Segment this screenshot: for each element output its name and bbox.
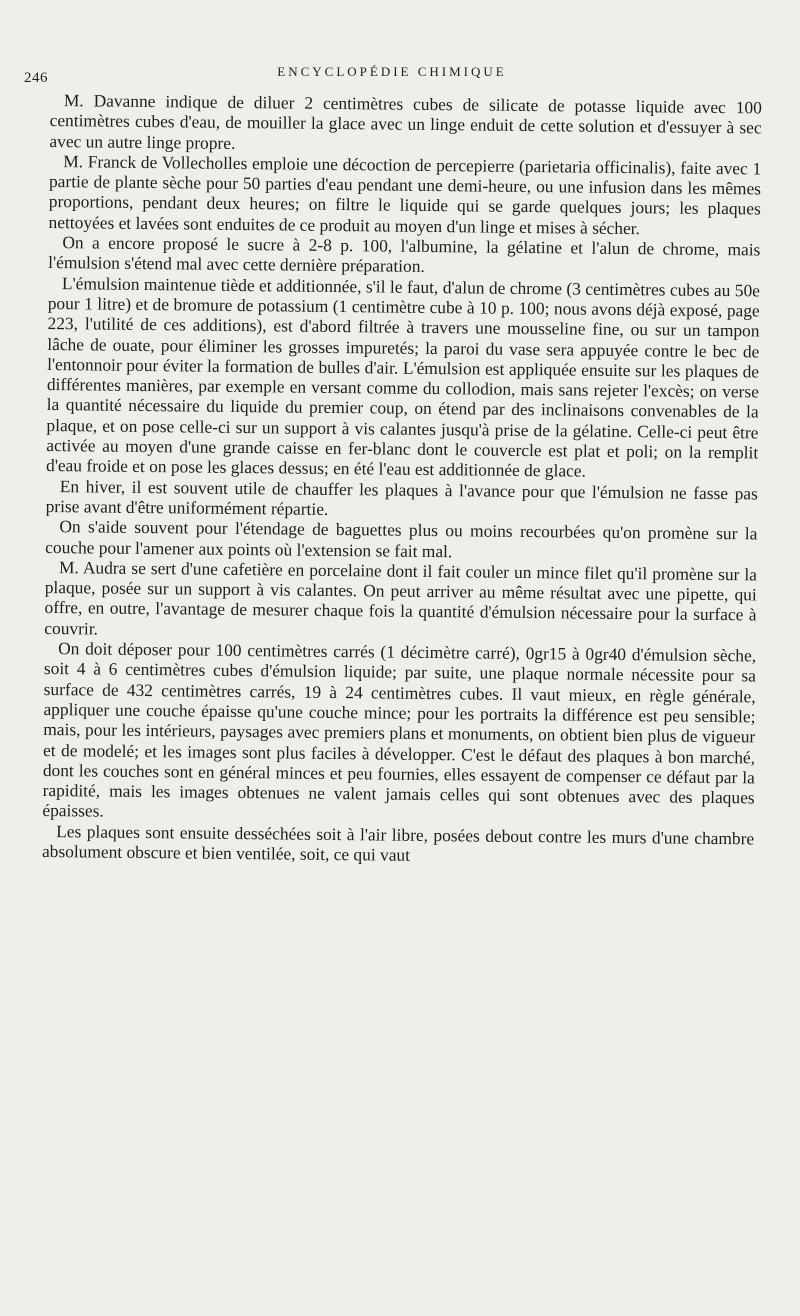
paragraph: M. Davanne indique de diluer 2 centimètres cubes de silicate de potasse liquide avec 100 centimètres cubes d'eau, de mouiller la glace avec un linge enduit de cette solution et d'essuyer à sec avec un autre linge propre. — [49, 90, 762, 153]
paragraph: L'émulsion maintenue tiède et additionnée, s'il le faut, d'alun de chrome (3 centimètres cubes au 50e pour 1 litre) et de bromure de potassium (1 centimètre cube à 10 p. 100; nous avons déjà exposé, page 223, l'utilité de ces additions), est d'abord filtrée à travers une mousseline fine, ou sur un tampon lâche de ouate, pour éliminer les grosses impuretés; la paroi du vase sera appuyée contre le bec de l'entonnoir pour éviter la formation de bulles d'air. L'émulsion est appliquée ensuite sur les plaques de différentes manières, par exemple en versant comme du collodion, mais sans rejeter l'excès; on verse la quantité nécessaire du liquide du premier coup, on étend par des inclinaisons convenables de la plaque, et on pose celle-ci sur un support à vis calantes jusqu'à prise de la gélatine. Celle-ci peut être activée au moyen d'une grande caisse en fer-blanc dont le couvercle est plat et poli; on la remplit d'eau froide et on pose les glaces dessus; en été l'eau est additionnée de glace. — [45, 272, 761, 481]
body-text — [42, 90, 762, 869]
running-title: ENCYCLOPÉDIE CHIMIQUE — [277, 64, 507, 79]
paragraph: On a encore proposé le sucre à 2-8 p. 100, l'albumine, la gélatine et l'alun de chrome, mais l'émulsion s'étend mal avec cette dernière préparation. — [48, 232, 761, 277]
paragraph: On s'aide souvent pour l'étendage de baguettes plus ou moins recourbées qu'on promène sur la couche pour l'amener aux points où l'extension se fait mal. — [45, 516, 758, 561]
paragraph: M. Audra se sert d'une cafetière en porcelaine dont il fait couler un mince filet qu'il promène sur la plaque, posée sur un support à vis calantes. On peut arriver au même résultat avec une pipette, qui offre, en outre, l'avantage de mesurer chaque fois la quantité d'émulsion nécessaire pour la surface à couvrir. — [44, 556, 758, 639]
paragraph: M. Franck de Vollecholles emploie une décoction de percepierre (parietaria officinalis), faite avec 1 partie de plante sèche pour 50 parties d'eau pendant une demi-heure, ou une infusion dans les mêmes proportions, pendant deux heures; on filtre le liquide qui se garde quelques jours; les plaques nettoyées et lavées sont enduites de ce produit au moyen d'un linge et mises à sécher. — [48, 151, 762, 238]
paragraph: Les plaques sont ensuite desséchées soit à l'air libre, posées debout contre les murs d'une chambre absolument obscure et bien ventilée, soit, ce qui vaut — [41, 820, 755, 865]
page-header — [24, 48, 760, 86]
paragraph: En hiver, il est souvent utile de chauffer les plaques à l'avance pour que l'émulsion ne fasse pas prise avant d'être uniformément répartie. — [45, 475, 758, 519]
paragraph: On doit déposer pour 100 centimètres carrés (1 décimètre carré), 0gr15 à 0gr40 d'émulsion sèche, soit 4 à 6 centimètres cubes d'émulsion liquide; par suite, une plaque normale nécessite pour sa surface de 432 centimètres carrés, 19 à 24 centimètres cubes. Il vaut mieux, en règle générale, appliquer une couche épaisse qu'une couche mince; pour les portraits la différence est peu sensible; mais, pour les intérieurs, paysages avec premiers plans et monuments, on obtient bien plus de vigueur et de modelé; et les images sont plus faciles à développer. C'est le défaut des plaques à bon marché, dont les couches sont en général minces et peu fournies, elles essayent de compenser ce défaut par la rapidité, mais les images obtenues ne valent jamais celles qui sont obtenues avec des plaques épaisses. — [42, 638, 757, 821]
page-number: 246 — [24, 70, 48, 86]
